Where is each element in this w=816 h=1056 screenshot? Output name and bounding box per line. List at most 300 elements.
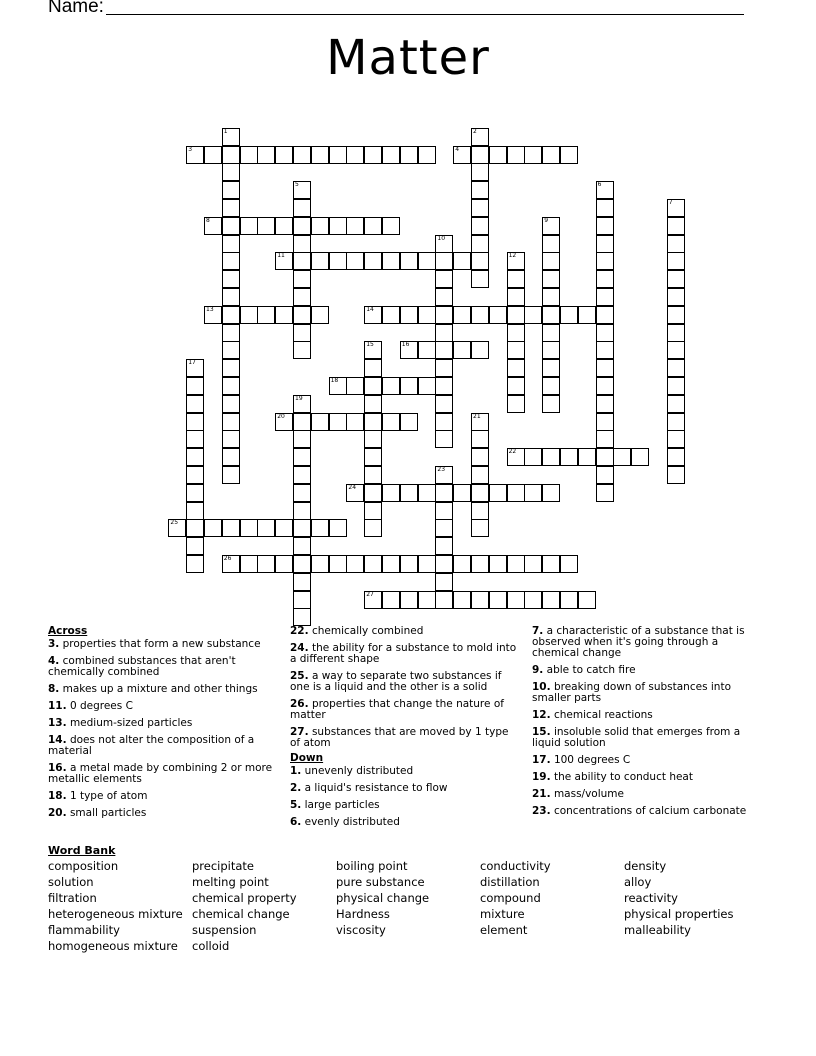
word-bank-item: colloid bbox=[192, 939, 230, 953]
grid-cell[interactable] bbox=[453, 591, 471, 609]
grid-cell[interactable] bbox=[329, 377, 347, 395]
grid-cell[interactable] bbox=[435, 430, 453, 448]
grid-cell[interactable] bbox=[222, 199, 240, 217]
grid-cell[interactable] bbox=[293, 306, 311, 324]
grid-cell[interactable] bbox=[311, 217, 329, 235]
grid-cell[interactable] bbox=[631, 448, 649, 466]
clue-item bbox=[48, 808, 273, 819]
grid-cell[interactable] bbox=[186, 146, 204, 164]
grid-cell[interactable] bbox=[186, 359, 204, 377]
grid-cell[interactable] bbox=[293, 235, 311, 253]
grid-cell[interactable] bbox=[667, 413, 685, 431]
grid-cell[interactable] bbox=[667, 359, 685, 377]
grid-cell[interactable] bbox=[293, 199, 311, 217]
grid-cell[interactable] bbox=[667, 341, 685, 359]
grid-cell[interactable] bbox=[542, 146, 560, 164]
grid-cell[interactable] bbox=[453, 146, 471, 164]
grid-cell[interactable] bbox=[471, 484, 489, 502]
clue-number-label: 25. bbox=[290, 670, 309, 682]
grid-cell[interactable] bbox=[667, 288, 685, 306]
grid-cell[interactable] bbox=[435, 555, 453, 573]
grid-cell[interactable] bbox=[275, 413, 293, 431]
grid-cell[interactable] bbox=[471, 591, 489, 609]
grid-cell[interactable] bbox=[329, 252, 347, 270]
clue-number: 9 bbox=[544, 216, 549, 224]
grid-cell[interactable] bbox=[311, 555, 329, 573]
grid-cell[interactable] bbox=[453, 306, 471, 324]
grid-cell[interactable] bbox=[364, 430, 382, 448]
grid-cell[interactable] bbox=[435, 306, 453, 324]
grid-cell[interactable] bbox=[596, 448, 614, 466]
grid-cell[interactable] bbox=[507, 448, 525, 466]
grid-cell[interactable] bbox=[364, 146, 382, 164]
grid-cell[interactable] bbox=[293, 537, 311, 555]
grid-cell[interactable] bbox=[275, 252, 293, 270]
grid-cell[interactable] bbox=[489, 306, 507, 324]
grid-cell[interactable] bbox=[667, 466, 685, 484]
grid-cell[interactable] bbox=[364, 217, 382, 235]
grid-cell[interactable] bbox=[382, 484, 400, 502]
grid-cell[interactable] bbox=[453, 341, 471, 359]
grid-cell[interactable] bbox=[596, 181, 614, 199]
grid-cell[interactable] bbox=[382, 555, 400, 573]
grid-cell[interactable] bbox=[560, 306, 578, 324]
grid-cell[interactable] bbox=[186, 484, 204, 502]
grid-cell[interactable] bbox=[542, 252, 560, 270]
grid-cell[interactable] bbox=[471, 341, 489, 359]
grid-cell[interactable] bbox=[222, 163, 240, 181]
grid-cell[interactable] bbox=[400, 484, 418, 502]
grid-cell[interactable] bbox=[471, 555, 489, 573]
grid-cell[interactable] bbox=[507, 591, 525, 609]
grid-cell[interactable] bbox=[667, 235, 685, 253]
grid-cell[interactable] bbox=[435, 519, 453, 537]
grid-cell[interactable] bbox=[507, 324, 525, 342]
clue-item bbox=[48, 763, 273, 785]
grid-cell[interactable] bbox=[471, 199, 489, 217]
grid-cell[interactable] bbox=[275, 555, 293, 573]
grid-cell[interactable] bbox=[435, 252, 453, 270]
grid-cell[interactable] bbox=[560, 591, 578, 609]
grid-cell[interactable] bbox=[240, 306, 258, 324]
clue-item bbox=[290, 626, 520, 637]
grid-cell[interactable] bbox=[667, 217, 685, 235]
grid-cell[interactable] bbox=[240, 217, 258, 235]
grid-cell[interactable] bbox=[471, 413, 489, 431]
down-clue-list-1 bbox=[290, 766, 520, 828]
grid-cell[interactable] bbox=[471, 519, 489, 537]
grid-cell[interactable] bbox=[346, 413, 364, 431]
grid-cell[interactable] bbox=[542, 288, 560, 306]
grid-cell[interactable] bbox=[329, 217, 347, 235]
grid-cell[interactable] bbox=[382, 146, 400, 164]
grid-cell[interactable] bbox=[222, 181, 240, 199]
grid-cell[interactable] bbox=[596, 484, 614, 502]
grid-cell[interactable] bbox=[435, 395, 453, 413]
clue-number-label: 21. bbox=[532, 788, 551, 800]
grid-cell[interactable] bbox=[435, 341, 453, 359]
grid-cell[interactable] bbox=[400, 252, 418, 270]
grid-cell[interactable] bbox=[204, 306, 222, 324]
grid-cell[interactable] bbox=[364, 395, 382, 413]
grid-cell[interactable] bbox=[346, 252, 364, 270]
grid-cell[interactable] bbox=[471, 306, 489, 324]
grid-cell[interactable] bbox=[222, 341, 240, 359]
grid-cell[interactable] bbox=[257, 555, 275, 573]
grid-cell[interactable] bbox=[542, 377, 560, 395]
grid-cell[interactable] bbox=[311, 252, 329, 270]
clue-number: 24 bbox=[348, 483, 357, 491]
grid-cell[interactable] bbox=[435, 359, 453, 377]
clue-number: 18 bbox=[330, 377, 339, 384]
grid-cell[interactable] bbox=[489, 591, 507, 609]
grid-cell[interactable] bbox=[222, 217, 240, 235]
clue-item bbox=[532, 710, 767, 721]
grid-cell[interactable] bbox=[418, 341, 436, 359]
grid-cell[interactable] bbox=[542, 359, 560, 377]
grid-cell[interactable] bbox=[507, 395, 525, 413]
grid-cell[interactable] bbox=[293, 430, 311, 448]
grid-cell[interactable] bbox=[578, 306, 596, 324]
grid-cell[interactable] bbox=[382, 217, 400, 235]
grid-cell[interactable] bbox=[471, 217, 489, 235]
grid-cell[interactable] bbox=[542, 591, 560, 609]
grid-cell[interactable] bbox=[667, 448, 685, 466]
grid-cell[interactable] bbox=[222, 555, 240, 573]
grid-cell[interactable] bbox=[596, 306, 614, 324]
grid-cell[interactable] bbox=[329, 555, 347, 573]
grid-cell[interactable] bbox=[667, 377, 685, 395]
grid-cell[interactable] bbox=[471, 163, 489, 181]
grid-cell[interactable] bbox=[204, 217, 222, 235]
grid-cell[interactable] bbox=[578, 448, 596, 466]
grid-cell[interactable] bbox=[435, 377, 453, 395]
grid-cell[interactable] bbox=[222, 359, 240, 377]
grid-cell[interactable] bbox=[329, 146, 347, 164]
grid-cell[interactable] bbox=[222, 252, 240, 270]
grid-cell[interactable] bbox=[471, 235, 489, 253]
grid-cell[interactable] bbox=[400, 377, 418, 395]
grid-cell[interactable] bbox=[435, 573, 453, 591]
grid-cell[interactable] bbox=[186, 519, 204, 537]
grid-cell[interactable] bbox=[222, 377, 240, 395]
grid-cell[interactable] bbox=[186, 466, 204, 484]
grid-cell[interactable] bbox=[400, 591, 418, 609]
grid-cell[interactable] bbox=[471, 430, 489, 448]
grid-cell[interactable] bbox=[400, 555, 418, 573]
clue-number: 21 bbox=[473, 412, 481, 420]
grid-cell[interactable] bbox=[222, 128, 240, 146]
grid-cell[interactable] bbox=[311, 146, 329, 164]
grid-cell[interactable] bbox=[186, 537, 204, 555]
grid-cell[interactable] bbox=[293, 608, 311, 626]
grid-cell[interactable] bbox=[435, 235, 453, 253]
grid-cell[interactable] bbox=[471, 502, 489, 520]
grid-cell[interactable] bbox=[560, 146, 578, 164]
grid-cell[interactable] bbox=[542, 341, 560, 359]
grid-cell[interactable] bbox=[596, 377, 614, 395]
grid-cell[interactable] bbox=[524, 484, 542, 502]
grid-cell[interactable] bbox=[186, 377, 204, 395]
grid-cell[interactable] bbox=[418, 252, 436, 270]
grid-cell[interactable] bbox=[418, 555, 436, 573]
grid-cell[interactable] bbox=[667, 252, 685, 270]
grid-cell[interactable] bbox=[542, 555, 560, 573]
clue-number: 23 bbox=[437, 466, 446, 473]
grid-cell[interactable] bbox=[240, 555, 258, 573]
grid-cell[interactable] bbox=[542, 448, 560, 466]
grid-cell[interactable] bbox=[507, 359, 525, 377]
grid-cell[interactable] bbox=[471, 181, 489, 199]
grid-cell[interactable] bbox=[168, 519, 186, 537]
grid-cell[interactable] bbox=[364, 519, 382, 537]
grid-cell[interactable] bbox=[222, 430, 240, 448]
grid-cell[interactable] bbox=[542, 270, 560, 288]
grid-cell[interactable] bbox=[364, 341, 382, 359]
grid-cell[interactable] bbox=[596, 413, 614, 431]
grid-cell[interactable] bbox=[186, 413, 204, 431]
grid-cell[interactable] bbox=[507, 484, 525, 502]
grid-cell[interactable] bbox=[382, 413, 400, 431]
grid-cell[interactable] bbox=[364, 413, 382, 431]
grid-cell[interactable] bbox=[435, 288, 453, 306]
grid-cell[interactable] bbox=[667, 430, 685, 448]
grid-cell[interactable] bbox=[346, 217, 364, 235]
word-bank-heading: Word Bank bbox=[48, 844, 116, 857]
grid-cell[interactable] bbox=[400, 146, 418, 164]
grid-cell[interactable] bbox=[382, 306, 400, 324]
grid-cell[interactable] bbox=[596, 288, 614, 306]
grid-cell[interactable] bbox=[293, 573, 311, 591]
grid-cell[interactable] bbox=[507, 341, 525, 359]
grid-cell[interactable] bbox=[240, 519, 258, 537]
grid-cell[interactable] bbox=[435, 270, 453, 288]
grid-cell[interactable] bbox=[596, 359, 614, 377]
grid-cell[interactable] bbox=[293, 288, 311, 306]
grid-cell[interactable] bbox=[346, 146, 364, 164]
clue-text: breaking down of substances into smaller parts bbox=[532, 681, 731, 704]
grid-cell[interactable] bbox=[507, 146, 525, 164]
grid-cell[interactable] bbox=[418, 591, 436, 609]
grid-cell[interactable] bbox=[257, 519, 275, 537]
grid-cell[interactable] bbox=[293, 466, 311, 484]
grid-cell[interactable] bbox=[471, 448, 489, 466]
grid-cell[interactable] bbox=[418, 146, 436, 164]
grid-cell[interactable] bbox=[222, 324, 240, 342]
grid-cell[interactable] bbox=[453, 252, 471, 270]
grid-cell[interactable] bbox=[293, 591, 311, 609]
grid-cell[interactable] bbox=[293, 519, 311, 537]
grid-cell[interactable] bbox=[667, 270, 685, 288]
grid-cell[interactable] bbox=[364, 359, 382, 377]
grid-cell[interactable] bbox=[489, 484, 507, 502]
grid-cell[interactable] bbox=[222, 448, 240, 466]
grid-cell[interactable] bbox=[293, 555, 311, 573]
grid-cell[interactable] bbox=[560, 555, 578, 573]
grid-cell[interactable] bbox=[293, 217, 311, 235]
grid-cell[interactable] bbox=[186, 395, 204, 413]
grid-cell[interactable] bbox=[222, 466, 240, 484]
grid-cell[interactable] bbox=[222, 235, 240, 253]
grid-cell[interactable] bbox=[471, 146, 489, 164]
grid-cell[interactable] bbox=[222, 288, 240, 306]
grid-cell[interactable] bbox=[382, 252, 400, 270]
grid-cell[interactable] bbox=[186, 502, 204, 520]
grid-cell[interactable] bbox=[524, 591, 542, 609]
grid-cell[interactable] bbox=[293, 395, 311, 413]
grid-cell[interactable] bbox=[435, 537, 453, 555]
grid-cell[interactable] bbox=[364, 377, 382, 395]
grid-cell[interactable] bbox=[222, 413, 240, 431]
grid-cell[interactable] bbox=[275, 519, 293, 537]
grid-cell[interactable] bbox=[222, 395, 240, 413]
grid-cell[interactable] bbox=[293, 252, 311, 270]
grid-cell[interactable] bbox=[542, 324, 560, 342]
grid-cell[interactable] bbox=[275, 217, 293, 235]
grid-cell[interactable] bbox=[293, 324, 311, 342]
grid-cell[interactable] bbox=[667, 395, 685, 413]
clue-number: 8 bbox=[206, 216, 210, 224]
grid-cell[interactable] bbox=[667, 306, 685, 324]
grid-cell[interactable] bbox=[435, 484, 453, 502]
grid-cell[interactable] bbox=[435, 502, 453, 520]
grid-cell[interactable] bbox=[507, 288, 525, 306]
grid-cell[interactable] bbox=[435, 591, 453, 609]
grid-cell[interactable] bbox=[382, 591, 400, 609]
clue-item bbox=[290, 766, 520, 777]
grid-cell[interactable] bbox=[507, 306, 525, 324]
grid-cell[interactable] bbox=[186, 555, 204, 573]
grid-cell[interactable] bbox=[596, 430, 614, 448]
clue-number-label: 10. bbox=[532, 681, 551, 693]
grid-cell[interactable] bbox=[435, 466, 453, 484]
grid-cell[interactable] bbox=[382, 377, 400, 395]
grid-cell[interactable] bbox=[275, 146, 293, 164]
grid-cell[interactable] bbox=[293, 341, 311, 359]
grid-cell[interactable] bbox=[346, 555, 364, 573]
grid-cell[interactable] bbox=[542, 235, 560, 253]
grid-cell[interactable] bbox=[293, 448, 311, 466]
grid-cell[interactable] bbox=[364, 306, 382, 324]
grid-cell[interactable] bbox=[524, 448, 542, 466]
grid-cell[interactable] bbox=[257, 146, 275, 164]
clue-text: a liquid's resistance to flow bbox=[301, 782, 448, 794]
grid-cell[interactable] bbox=[364, 502, 382, 520]
grid-cell[interactable] bbox=[596, 395, 614, 413]
grid-cell[interactable] bbox=[596, 466, 614, 484]
grid-cell[interactable] bbox=[311, 413, 329, 431]
grid-cell[interactable] bbox=[364, 448, 382, 466]
word-bank-item: precipitate bbox=[192, 859, 255, 873]
grid-cell[interactable] bbox=[293, 181, 311, 199]
grid-cell[interactable] bbox=[364, 466, 382, 484]
grid-cell[interactable] bbox=[418, 306, 436, 324]
grid-cell[interactable] bbox=[400, 306, 418, 324]
grid-cell[interactable] bbox=[240, 146, 258, 164]
grid-cell[interactable] bbox=[453, 555, 471, 573]
grid-cell[interactable] bbox=[560, 448, 578, 466]
grid-cell[interactable] bbox=[667, 324, 685, 342]
grid-cell[interactable] bbox=[507, 377, 525, 395]
grid-cell[interactable] bbox=[524, 146, 542, 164]
grid-cell[interactable] bbox=[257, 306, 275, 324]
grid-cell[interactable] bbox=[471, 252, 489, 270]
grid-cell[interactable] bbox=[275, 306, 293, 324]
grid-cell[interactable] bbox=[204, 146, 222, 164]
clue-number: 1 bbox=[223, 127, 228, 135]
grid-cell[interactable] bbox=[471, 466, 489, 484]
grid-cell[interactable] bbox=[471, 128, 489, 146]
grid-cell[interactable] bbox=[293, 413, 311, 431]
grid-cell[interactable] bbox=[596, 235, 614, 253]
grid-cell[interactable] bbox=[507, 555, 525, 573]
grid-cell[interactable] bbox=[542, 484, 560, 502]
grid-cell[interactable] bbox=[257, 217, 275, 235]
grid-cell[interactable] bbox=[222, 146, 240, 164]
grid-cell[interactable] bbox=[596, 324, 614, 342]
grid-cell[interactable] bbox=[489, 146, 507, 164]
grid-cell[interactable] bbox=[204, 519, 222, 537]
grid-cell[interactable] bbox=[293, 270, 311, 288]
grid-cell[interactable] bbox=[542, 217, 560, 235]
grid-cell[interactable] bbox=[596, 217, 614, 235]
grid-cell[interactable] bbox=[364, 591, 382, 609]
grid-cell[interactable] bbox=[418, 484, 436, 502]
grid-cell[interactable] bbox=[489, 555, 507, 573]
grid-cell[interactable] bbox=[400, 341, 418, 359]
grid-cell[interactable] bbox=[293, 502, 311, 520]
grid-cell[interactable] bbox=[667, 199, 685, 217]
clue-number-label: 18. bbox=[48, 790, 67, 802]
grid-cell[interactable] bbox=[293, 146, 311, 164]
grid-cell[interactable] bbox=[364, 484, 382, 502]
grid-cell[interactable] bbox=[596, 252, 614, 270]
grid-cell[interactable] bbox=[329, 519, 347, 537]
grid-cell[interactable] bbox=[364, 252, 382, 270]
grid-cell[interactable] bbox=[346, 484, 364, 502]
grid-cell[interactable] bbox=[346, 377, 364, 395]
grid-cell[interactable] bbox=[222, 306, 240, 324]
grid-cell[interactable] bbox=[524, 306, 542, 324]
grid-cell[interactable] bbox=[293, 484, 311, 502]
grid-cell[interactable] bbox=[311, 519, 329, 537]
grid-cell[interactable] bbox=[311, 306, 329, 324]
grid-cell[interactable] bbox=[578, 591, 596, 609]
grid-cell[interactable] bbox=[222, 270, 240, 288]
grid-cell[interactable] bbox=[400, 413, 418, 431]
grid-cell[interactable] bbox=[507, 252, 525, 270]
grid-cell[interactable] bbox=[542, 395, 560, 413]
grid-cell[interactable] bbox=[471, 270, 489, 288]
grid-cell[interactable] bbox=[435, 413, 453, 431]
grid-cell[interactable] bbox=[364, 555, 382, 573]
grid-cell[interactable] bbox=[596, 341, 614, 359]
grid-cell[interactable] bbox=[186, 430, 204, 448]
grid-cell[interactable] bbox=[542, 306, 560, 324]
grid-cell[interactable] bbox=[418, 377, 436, 395]
grid-cell[interactable] bbox=[596, 270, 614, 288]
grid-cell[interactable] bbox=[507, 270, 525, 288]
grid-cell[interactable] bbox=[435, 324, 453, 342]
grid-cell[interactable] bbox=[596, 199, 614, 217]
grid-cell[interactable] bbox=[329, 413, 347, 431]
clue-number: 11 bbox=[277, 252, 285, 260]
grid-cell[interactable] bbox=[186, 448, 204, 466]
grid-cell[interactable] bbox=[222, 519, 240, 537]
grid-cell[interactable] bbox=[613, 448, 631, 466]
grid-cell[interactable] bbox=[524, 555, 542, 573]
grid-cell[interactable] bbox=[453, 484, 471, 502]
